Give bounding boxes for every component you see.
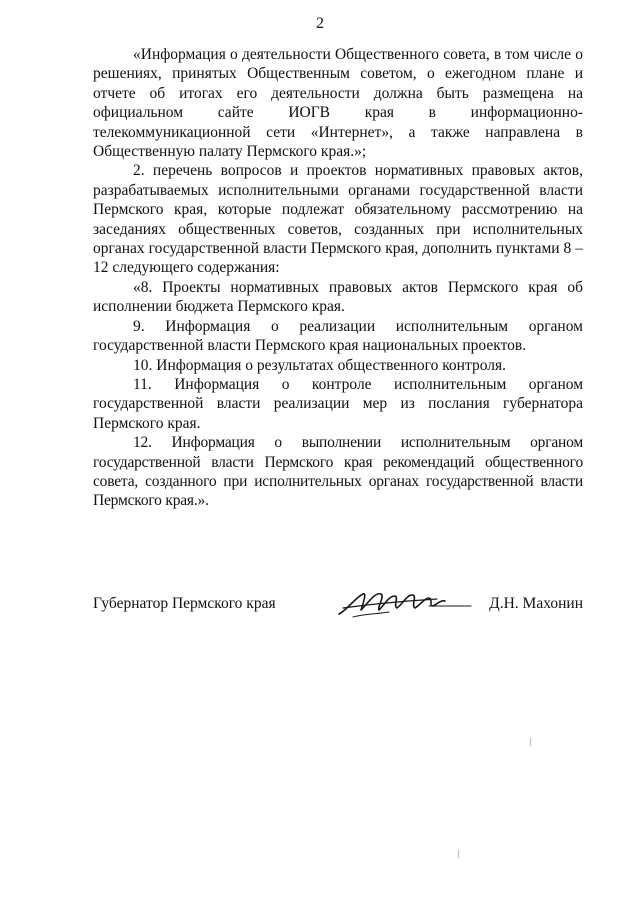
scan-artifact xyxy=(530,738,531,746)
paragraph-item-11: 11. Информация о контроле исполнительным органом государственной власти реализации мер из послания губернатора Пермского края. xyxy=(93,375,583,432)
handwritten-signature xyxy=(333,584,473,624)
signatory-name: Д.Н. Махонин xyxy=(489,595,583,612)
signatory-position: Губернатор Пермского края xyxy=(93,595,276,612)
paragraph-list-of-issues: 2. перечень вопросов и проектов нормативных правовых актов, разрабатываемых исполнительными органами государственной власти Пермского края, которые подлежат обязательному рассмотрению на заседаниях общественных советов, созданных при исполнительных органах государственной власти Пермского края, дополнить пунктами 8 –12 следующего содержания: xyxy=(93,162,583,277)
paragraph-item-10: 10. Информация о результатах общественного контроля. xyxy=(133,356,506,374)
paragraph-information-placement: «Информация о деятельности Общественного совета, в том числе о решениях, принятых Общественным советом, о ежегодном плане и отчете об итогах его деятельности должна быть размещена на официальном сайте ИОГВ края в информационно-телекоммуникационной сети «Интернет», а также направлена в Общественную палату Пермского края.»; xyxy=(93,46,583,161)
paragraph-item-9: 9. Информация о реализации исполнительным органом государственной власти Пермского края национальных проектов. xyxy=(93,317,583,355)
paragraph-item-8: «8. Проекты нормативных правовых актов Пермского края об исполнении бюджета Пермского края. xyxy=(93,278,583,316)
page-number: 2 xyxy=(316,15,324,32)
paragraph-item-12: 12. Информация о выполнении исполнительным органом государственной власти Пермского края рекомендаций общественного совета, созданного при исполнительных органах государственной власти Пермского края.». xyxy=(93,434,583,510)
document-body xyxy=(93,45,583,511)
signature-block xyxy=(93,590,583,630)
scan-artifact xyxy=(458,850,459,858)
